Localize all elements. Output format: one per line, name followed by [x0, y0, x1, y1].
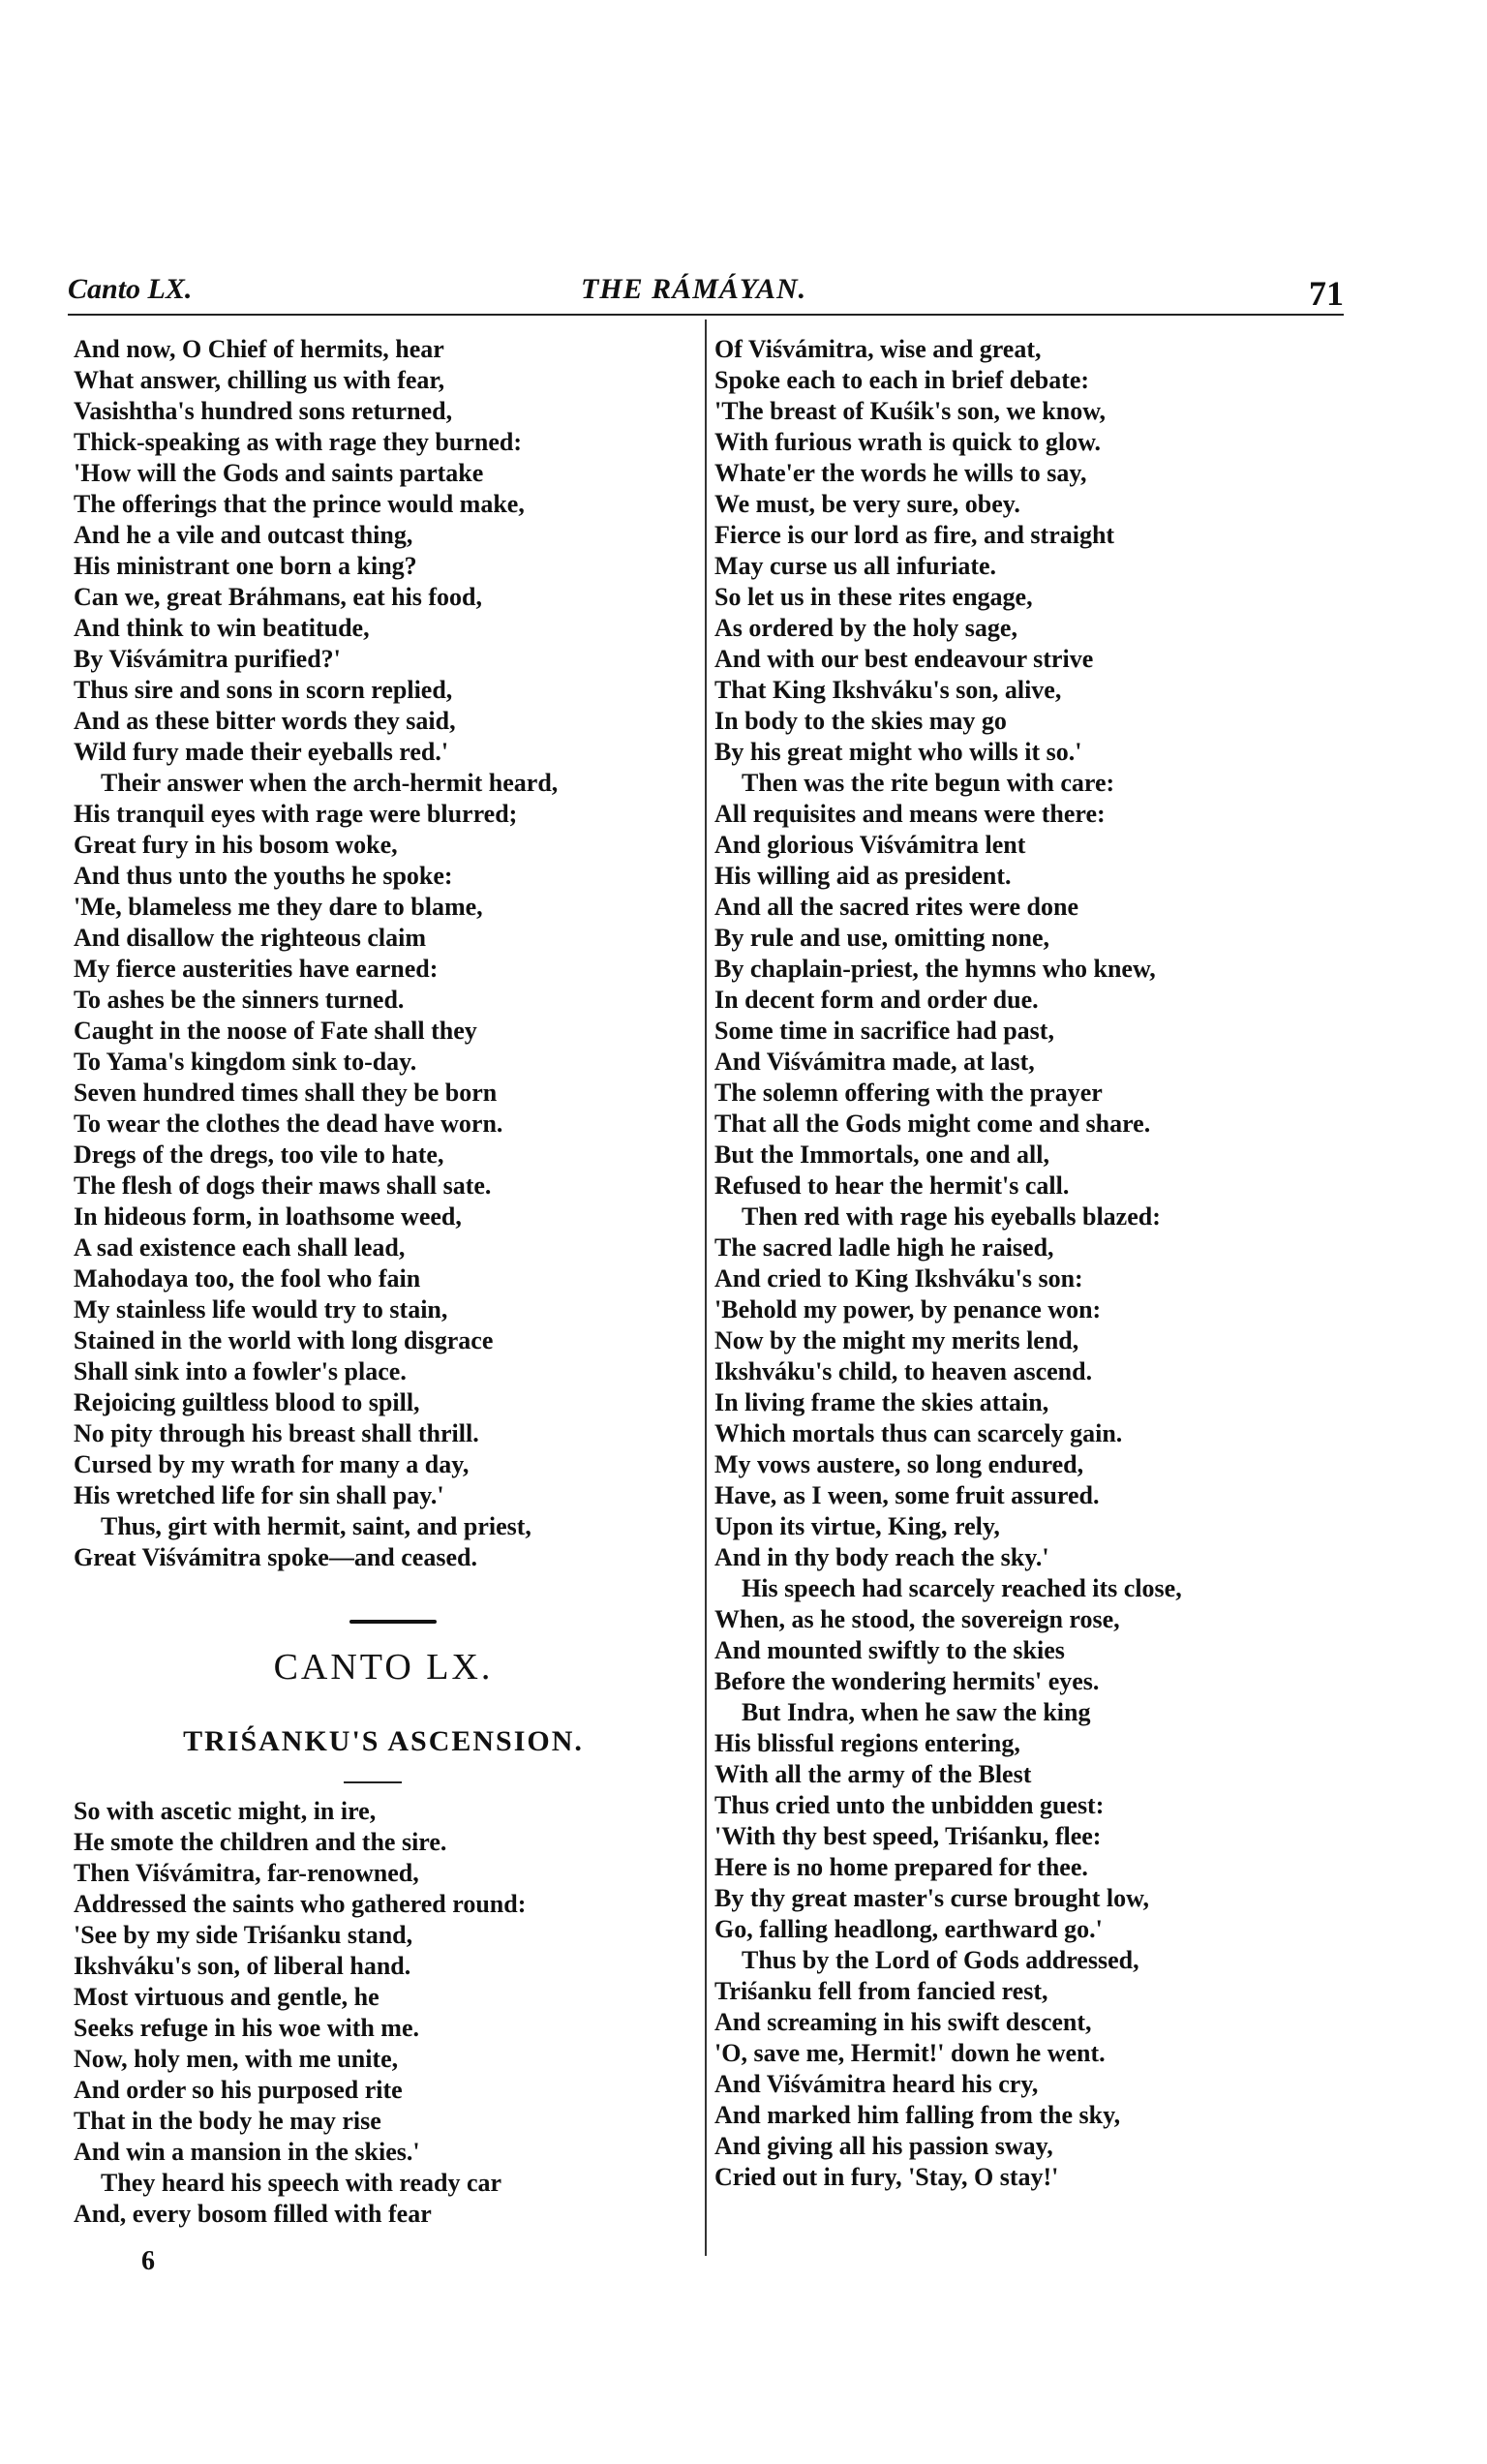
verse-line: And he a vile and outcast thing, — [74, 521, 413, 549]
verse-line: My stainless life would try to stain, — [74, 1295, 448, 1323]
verse-line: But the Immortals, one and all, — [714, 1141, 1049, 1169]
verse-line: Which mortals thus can scarcely gain. — [714, 1419, 1123, 1447]
verse-line: And with our best endeavour strive — [714, 645, 1094, 673]
verse-line: Cried out in fury, 'Stay, O stay!' — [714, 2163, 1059, 2191]
verse-line: By Viśvámitra purified?' — [74, 645, 341, 673]
right-column-verse — [714, 334, 1353, 2193]
verse-line: Then red with rage his eyeballs blazed: — [742, 1202, 1161, 1231]
verse-line: And win a mansion in the skies.' — [74, 2138, 420, 2166]
verse-line: And giving all his passion sway, — [714, 2132, 1053, 2160]
running-head-title: THE RÁMÁYAN. — [581, 273, 807, 305]
verse-line: Some time in sacrifice had past, — [714, 1017, 1054, 1045]
verse-line: The offerings that the prince would make, — [74, 490, 525, 518]
verse-line: Triśanku fell from fancied rest, — [714, 1977, 1048, 2005]
verse-line: Thus by the Lord of Gods addressed, — [742, 1946, 1139, 1974]
verse-line: And cried to King Ikshváku's son: — [714, 1264, 1083, 1293]
verse-line: What answer, chilling us with fear, — [74, 366, 445, 394]
verse-line: The sacred ladle high he raised, — [714, 1233, 1054, 1262]
verse-line: And Viśvámitra heard his cry, — [714, 2070, 1039, 2098]
verse-line: And thus unto the youths he spoke: — [74, 862, 453, 890]
verse-line: All requisites and means were there: — [714, 800, 1106, 828]
verse-line: Addressed the saints who gathered round: — [74, 1890, 527, 1918]
verse-line: Caught in the noose of Fate shall they — [74, 1017, 477, 1045]
verse-line: Go, falling headlong, earthward go.' — [714, 1915, 1103, 1943]
verse-line: Ikshváku's son, of liberal hand. — [74, 1952, 411, 1980]
verse-line: 'Me, blameless me they dare to blame, — [74, 893, 483, 921]
verse-line: To wear the clothes the dead have worn. — [74, 1110, 503, 1138]
verse-line: But Indra, when he saw the king — [742, 1698, 1091, 1726]
verse-line: To ashes be the sinners turned. — [74, 986, 405, 1014]
verse-line: And as these bitter words they said, — [74, 707, 456, 735]
verse-line: So let us in these rites engage, — [714, 583, 1033, 611]
verse-line: His wretched life for sin shall pay.' — [74, 1481, 444, 1509]
verse-line: By thy great master's curse brought low, — [714, 1884, 1149, 1912]
verse-line: Can we, great Bráhmans, eat his food, — [74, 583, 483, 611]
verse-line: Now, holy men, with me unite, — [74, 2045, 399, 2073]
verse-line: We must, be very sure, obey. — [714, 490, 1020, 518]
verse-line: In hideous form, in loathsome weed, — [74, 1202, 462, 1231]
verse-line: And disallow the righteous claim — [74, 924, 427, 952]
subtitle-rule — [344, 1781, 402, 1783]
verse-line: Then was the rite begun with care: — [742, 769, 1115, 797]
verse-line: Mahodaya too, the fool who fain — [74, 1264, 421, 1293]
verse-line: Whate'er the words he wills to say, — [714, 459, 1087, 487]
verse-line: When, as he stood, the sovereign rose, — [714, 1605, 1120, 1633]
verse-line: In living frame the skies attain, — [714, 1388, 1049, 1416]
verse-line: 'How will the Gods and saints partake — [74, 459, 484, 487]
verse-line: In decent form and order due. — [714, 986, 1039, 1014]
verse-line: He smote the children and the sire. — [74, 1828, 447, 1856]
verse-line: 'With thy best speed, Triśanku, flee: — [714, 1822, 1102, 1850]
verse-line: Ikshváku's child, to heaven ascend. — [714, 1357, 1093, 1385]
verse-line: Of Viśvámitra, wise and great, — [714, 335, 1042, 363]
verse-line: And all the sacred rites were done — [714, 893, 1078, 921]
verse-line: Thus cried unto the unbidden guest: — [714, 1791, 1105, 1819]
ornament-dash — [349, 1620, 437, 1624]
verse-line: Fierce is our lord as fire, and straight — [714, 521, 1115, 549]
verse-line: By chaplain-priest, the hymns who knew, — [714, 955, 1156, 983]
verse-line: A sad existence each shall lead, — [74, 1233, 406, 1262]
canto-title: CANTO LX. — [273, 1647, 494, 1688]
verse-line: The solemn offering with the prayer — [714, 1079, 1103, 1107]
verse-line: And marked him falling from the sky, — [714, 2101, 1121, 2129]
verse-line: In body to the skies may go — [714, 707, 1007, 735]
verse-line: With furious wrath is quick to glow. — [714, 428, 1101, 456]
verse-line: And, every bosom filled with fear — [74, 2200, 432, 2228]
canto-subtitle: TRIŚANKU'S ASCENSION. — [183, 1725, 584, 1757]
verse-line: Before the wondering hermits' eyes. — [714, 1667, 1100, 1695]
verse-line: Have, as I ween, some fruit assured. — [714, 1481, 1100, 1509]
verse-line: And screaming in his swift descent, — [714, 2008, 1092, 2036]
verse-line: 'O, save me, Hermit!' down he went. — [714, 2039, 1106, 2067]
verse-line: The flesh of dogs their maws shall sate. — [74, 1171, 492, 1200]
header-rule — [68, 314, 1344, 316]
verse-line: By his great might who wills it so.' — [714, 738, 1082, 766]
verse-line: As ordered by the holy sage, — [714, 614, 1017, 642]
verse-line: Rejoicing guiltless blood to spill, — [74, 1388, 420, 1416]
verse-line: That all the Gods might come and share. — [714, 1110, 1151, 1138]
verse-line: Cursed by my wrath for many a day, — [74, 1450, 470, 1478]
verse-line: Thus sire and sons in scorn replied, — [74, 676, 453, 704]
verse-line: And in thy body reach the sky.' — [714, 1543, 1049, 1571]
verse-line: And think to win beatitude, — [74, 614, 370, 642]
verse-line: They heard his speech with ready car — [101, 2169, 502, 2197]
verse-line: To Yama's kingdom sink to-day. — [74, 1048, 417, 1076]
verse-line: Shall sink into a fowler's place. — [74, 1357, 407, 1385]
verse-line: Great fury in his bosom woke, — [74, 831, 398, 859]
page-number: 71 — [1309, 274, 1344, 313]
verse-line: Great Viśvámitra spoke—and ceased. — [74, 1543, 477, 1571]
verse-line: 'The breast of Kuśik's son, we know, — [714, 397, 1107, 425]
verse-line: Vasishtha's hundred sons returned, — [74, 397, 453, 425]
verse-line: My fierce austerities have earned: — [74, 955, 439, 983]
verse-line: Seeks refuge in his woe with me. — [74, 2014, 420, 2042]
verse-line: Dregs of the dregs, too vile to hate, — [74, 1141, 444, 1169]
verse-line: His willing aid as president. — [714, 862, 1012, 890]
verse-line: And Viśvámitra made, at last, — [714, 1048, 1035, 1076]
verse-line: With all the army of the Blest — [714, 1760, 1032, 1788]
verse-line: Seven hundred times shall they be born — [74, 1079, 498, 1107]
verse-line: Most virtuous and gentle, he — [74, 1983, 379, 2011]
verse-line: And order so his purposed rite — [74, 2076, 403, 2104]
verse-line: No pity through his breast shall thrill. — [74, 1419, 479, 1447]
verse-line: And glorious Viśvámitra lent — [714, 831, 1026, 859]
verse-line: His tranquil eyes with rage were blurred; — [74, 800, 518, 828]
verse-line: His speech had scarcely reached its close, — [742, 1574, 1182, 1602]
page-header — [68, 273, 1344, 312]
verse-line: May curse us all infuriate. — [714, 552, 997, 580]
verse-line: His blissful regions entering, — [714, 1729, 1020, 1757]
verse-line: Then Viśvámitra, far-renowned, — [74, 1859, 419, 1887]
verse-line: Their answer when the arch-hermit heard, — [101, 769, 559, 797]
verse-line: His ministrant one born a king? — [74, 552, 417, 580]
verse-line: My vows austere, so long endured, — [714, 1450, 1084, 1478]
verse-line: Here is no home prepared for thee. — [714, 1853, 1088, 1881]
left-column-verse-lower — [74, 1796, 693, 2230]
column-divider — [705, 319, 707, 2256]
verse-line: 'See by my side Triśanku stand, — [74, 1921, 413, 1949]
verse-line: That in the body he may rise — [74, 2107, 381, 2135]
verse-line: 'Behold my power, by penance won: — [714, 1295, 1102, 1323]
printer-signature: 6 — [141, 2246, 155, 2276]
verse-line: Now by the might my merits lend, — [714, 1326, 1079, 1354]
verse-line: So with ascetic might, in ire, — [74, 1797, 377, 1825]
verse-line: That King Ikshváku's son, alive, — [714, 676, 1062, 704]
running-head-canto: Canto LX. — [68, 273, 193, 305]
verse-line: Spoke each to each in brief debate: — [714, 366, 1090, 394]
verse-line: Upon its virtue, King, rely, — [714, 1512, 1000, 1540]
left-column-verse — [74, 334, 693, 1573]
verse-line: Wild fury made their eyeballs red.' — [74, 738, 449, 766]
verse-line: Stained in the world with long disgrace — [74, 1326, 494, 1354]
verse-line: Refused to hear the hermit's call. — [714, 1171, 1070, 1200]
verse-line: And now, O Chief of hermits, hear — [74, 335, 444, 363]
verse-line: And mounted swiftly to the skies — [714, 1636, 1065, 1664]
verse-line: Thus, girt with hermit, saint, and priest, — [101, 1512, 531, 1540]
verse-line: Thick-speaking as with rage they burned: — [74, 428, 522, 456]
verse-line: By rule and use, omitting none, — [714, 924, 1049, 952]
